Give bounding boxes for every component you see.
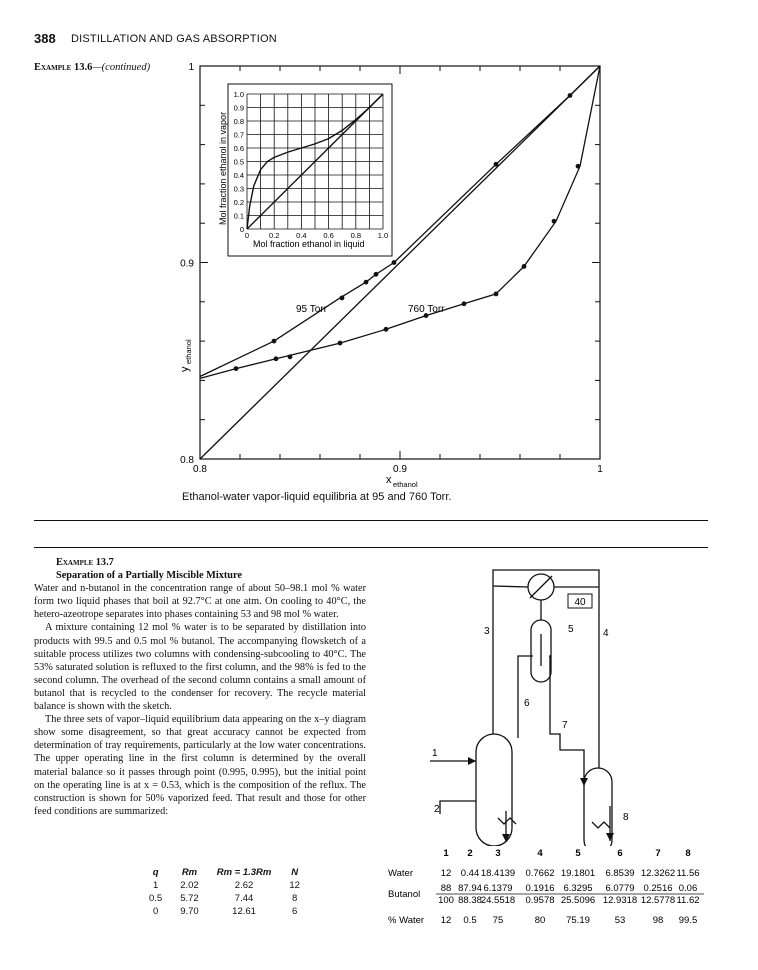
y-tick-label: 1 (188, 62, 194, 73)
table-cell: 0.1916 (525, 883, 555, 894)
table-cell: 0.2516 (643, 883, 673, 894)
table-cell: 75.19 (566, 915, 590, 926)
table-cell: 7.44 (234, 893, 254, 904)
reflux-header-n: N (291, 867, 299, 878)
stream-label-4: 4 (603, 628, 609, 639)
stream-2 (440, 801, 476, 814)
stream-label-7: 7 (562, 720, 568, 731)
table-cell: 1 (152, 880, 159, 891)
inset-y-tick-label: 0.9 (233, 103, 244, 113)
condenser-arrow (530, 576, 552, 598)
table-cell: 99.5 (678, 915, 698, 926)
inset-x-tick-label: 0.8 (350, 231, 362, 240)
data-point (392, 260, 397, 265)
inset-x-tick-label: 0 (244, 231, 250, 240)
process-flowsheet (400, 556, 700, 846)
reflux-summary-table (140, 866, 309, 918)
inset-x-tick-label: 0.4 (296, 231, 307, 240)
table-cell: 19.1801 (560, 868, 596, 879)
data-point (374, 272, 379, 277)
data-point (340, 295, 345, 300)
data-point (576, 164, 581, 169)
table-cell: 8 (292, 893, 298, 904)
table-cell: 0.9578 (525, 895, 555, 906)
table-cell: 0.5 (463, 915, 477, 926)
inset-x-tick-label: 0.6 (323, 231, 334, 240)
section-rule-bottom (34, 547, 708, 548)
table-cell: 88.38 (458, 895, 482, 906)
table-cell: 80 (534, 915, 546, 926)
reflux-table-header (140, 866, 309, 879)
inset-x-axis-label: Mol fraction ethanol in liquid (253, 239, 365, 249)
inset-y-tick-label: 0.8 (233, 117, 244, 126)
balance-col-header: 3 (495, 848, 501, 859)
example-text-column (34, 556, 366, 818)
inset-y-tick-label: 1.0 (233, 90, 244, 99)
inset-x-tick-label: 1.0 (377, 231, 389, 240)
table-cell: 53 (614, 915, 626, 926)
running-title: DISTILLATION AND GAS ABSORPTION (71, 33, 277, 45)
stream-label-3: 3 (484, 626, 490, 637)
table-cell: 0.44 (460, 868, 480, 879)
balance-row-label: Water (388, 868, 413, 879)
balance-row-label: % Water (388, 915, 425, 926)
condenser-inlet (493, 586, 528, 587)
table-cell: 9.70 (180, 906, 199, 917)
balance-row-label: Butanol (388, 889, 421, 900)
table-cell: 98 (652, 915, 664, 926)
inset-y-tick-label: 0.2 (233, 198, 244, 207)
table-cell: 12.5778 (640, 895, 676, 906)
main-x-axis-label-text: x (386, 474, 392, 486)
data-point (364, 280, 369, 285)
reflux-header-q: q (152, 867, 159, 878)
reboiler-2 (592, 822, 610, 828)
table-row (140, 892, 309, 905)
reboiler-1 (498, 818, 516, 824)
figure-caption: Ethanol-water vapor-liquid equilibria at 95 and 760 Torr. (182, 491, 452, 503)
balance-col-header: 2 (467, 848, 473, 859)
stream-label-8: 8 (623, 812, 629, 823)
inset-y-tick-label: 0.6 (233, 144, 244, 153)
table-row (140, 879, 309, 892)
data-point (462, 301, 467, 306)
data-point (338, 341, 343, 346)
series-label-95-torr: 95 Torr (296, 304, 327, 315)
table-cell: 25.5096 (560, 895, 596, 906)
stream-label-2: 2 (434, 804, 440, 815)
table-cell: 87.94 (458, 883, 482, 894)
table-cell: 5.72 (180, 893, 199, 904)
table-cell: 12.3262 (640, 868, 676, 879)
x-tick-label: 1 (597, 464, 603, 475)
data-point (552, 219, 557, 224)
table-cell: 0 (152, 906, 159, 917)
table-cell: 75 (492, 915, 504, 926)
inset-y-tick-label: 0.5 (233, 157, 244, 167)
series-label-760-torr: 760 Torr (408, 304, 445, 315)
data-point (274, 356, 279, 361)
y-tick-label: 0.9 (180, 258, 194, 270)
table-cell: 11.56 (676, 868, 700, 879)
example-paragraph-3: The three sets of vapor–liquid equilibrium data appearing on the x–y diagram show some disagreement, so that great accuracy cannot be expected from determination of tray requirements, particularly at the low water concentrations. The upper operating line in the first column is determined by the overall material balance so it passes through point (0.995, 0.995), but the initial point on the operating line is at x = 0.53, which is the composition of the reflux. The construction is shown for 50% vaporized feed. That result and those for other feed conditions are summarized: (34, 714, 366, 817)
reflux-header-rm13: Rm = 1.3Rm (216, 867, 272, 878)
stream-label-1: 1 (432, 748, 438, 759)
data-point (494, 162, 499, 167)
inset-y-tick-label: 0.7 (233, 130, 244, 140)
stream-7-arrowhead (580, 778, 588, 786)
data-point (288, 354, 293, 359)
balance-col-header: 6 (617, 848, 623, 859)
example-continued-suffix: —(continued) (92, 62, 151, 73)
inset-x-tick-label: 0.2 (268, 231, 280, 240)
data-point (522, 264, 527, 269)
x-tick-label: 0.9 (393, 464, 407, 475)
table-cell: 12 (440, 915, 452, 926)
table-cell: 0.7662 (525, 868, 555, 879)
table-cell: 6.1379 (483, 883, 513, 894)
main-y-axis-label-sub: ethanol (184, 339, 193, 364)
main-y-axis-label-text: y (179, 366, 191, 372)
example-title: Separation of a Partially Miscible Mixture (56, 570, 242, 582)
table-cell: 88 (440, 883, 452, 894)
example-paragraph-2: A mixture containing 12 mol % water is to be separated by distillation into products with 99.5 and 0.5 mol % butanol. The accompanying flowsketch of a suitable process utilizes two columns with condensing-subcooling to 40°C. The 53% saturated solution is refluxed to the first column, and the 98% is fed to the second column. The overhead of the second column contains a small amount of butanol that is recycled to the condenser for recovery. The recycle material balance is shown with the sketch. (34, 622, 366, 713)
x-tick-label: 0.8 (193, 464, 207, 475)
table-cell: 12 (440, 868, 452, 879)
inset-y-tick-label: 0 (239, 225, 244, 234)
page-number: 388 (34, 31, 56, 46)
table-cell: 2.02 (180, 880, 199, 891)
table-cell: 18.4139 (480, 868, 516, 879)
inset-y-tick-label: 0.4 (233, 171, 244, 180)
table-cell: 12.61 (232, 906, 256, 917)
y-tick-label: 0.8 (180, 455, 194, 466)
table-cell: 6.3295 (563, 883, 593, 894)
vle-inset-chart (218, 84, 392, 256)
table-row (140, 905, 309, 918)
product-arrowhead (606, 833, 614, 841)
table-cell: 2.62 (234, 880, 254, 891)
condenser-temperature: 40 (574, 597, 586, 608)
table-cell: 24.5518 (480, 895, 516, 906)
table-cell: 12 (289, 880, 300, 891)
inset-y-axis-label: Mol fraction ethanol in vapor (218, 111, 228, 225)
example-heading: Example 13.7 (56, 557, 114, 568)
data-point (234, 366, 239, 371)
example-continued-name: Example 13.6 (34, 62, 93, 73)
balance-col-header: 1 (443, 848, 449, 859)
inset-y-tick-label: 0.3 (233, 184, 244, 194)
main-x-axis-label-sub: ethanol (393, 480, 418, 489)
feed-arrowhead (468, 757, 476, 765)
stream-label-6: 6 (524, 698, 530, 709)
section-rule-top (34, 520, 708, 521)
data-point (272, 339, 277, 344)
balance-col-header: 7 (655, 848, 661, 859)
table-cell: 0.5 (149, 893, 163, 904)
table-cell: 6 (292, 906, 298, 917)
balance-col-header: 8 (685, 848, 691, 859)
material-balance-table (380, 842, 710, 952)
table-cell: 6.0779 (605, 883, 635, 894)
table-cell: 0.06 (678, 883, 698, 894)
table-cell: 11.62 (676, 895, 700, 906)
main-y-axis-label (179, 339, 193, 372)
data-point (384, 327, 389, 332)
example-paragraph-1: Water and n-butanol in the concentration range of about 50–98.1 mol % water form two liquid phases that boil at 92.7°C at one atm. On cooling to 40°C, the hetero-azeotrope separates into phases containing 53 and 98 mol % water. (34, 583, 366, 621)
data-point (494, 292, 499, 297)
table-cell: 6.8539 (605, 868, 635, 879)
reflux-header-rm: Rm (181, 867, 198, 878)
inset-y-tick-label: 0.1 (233, 211, 244, 221)
table-cell: 12.9318 (602, 895, 638, 906)
balance-col-header: 4 (537, 848, 543, 859)
balance-col-header: 5 (575, 848, 581, 859)
table-cell: 100 (438, 895, 454, 906)
stream-label-5: 5 (568, 624, 574, 635)
data-point (568, 93, 573, 98)
